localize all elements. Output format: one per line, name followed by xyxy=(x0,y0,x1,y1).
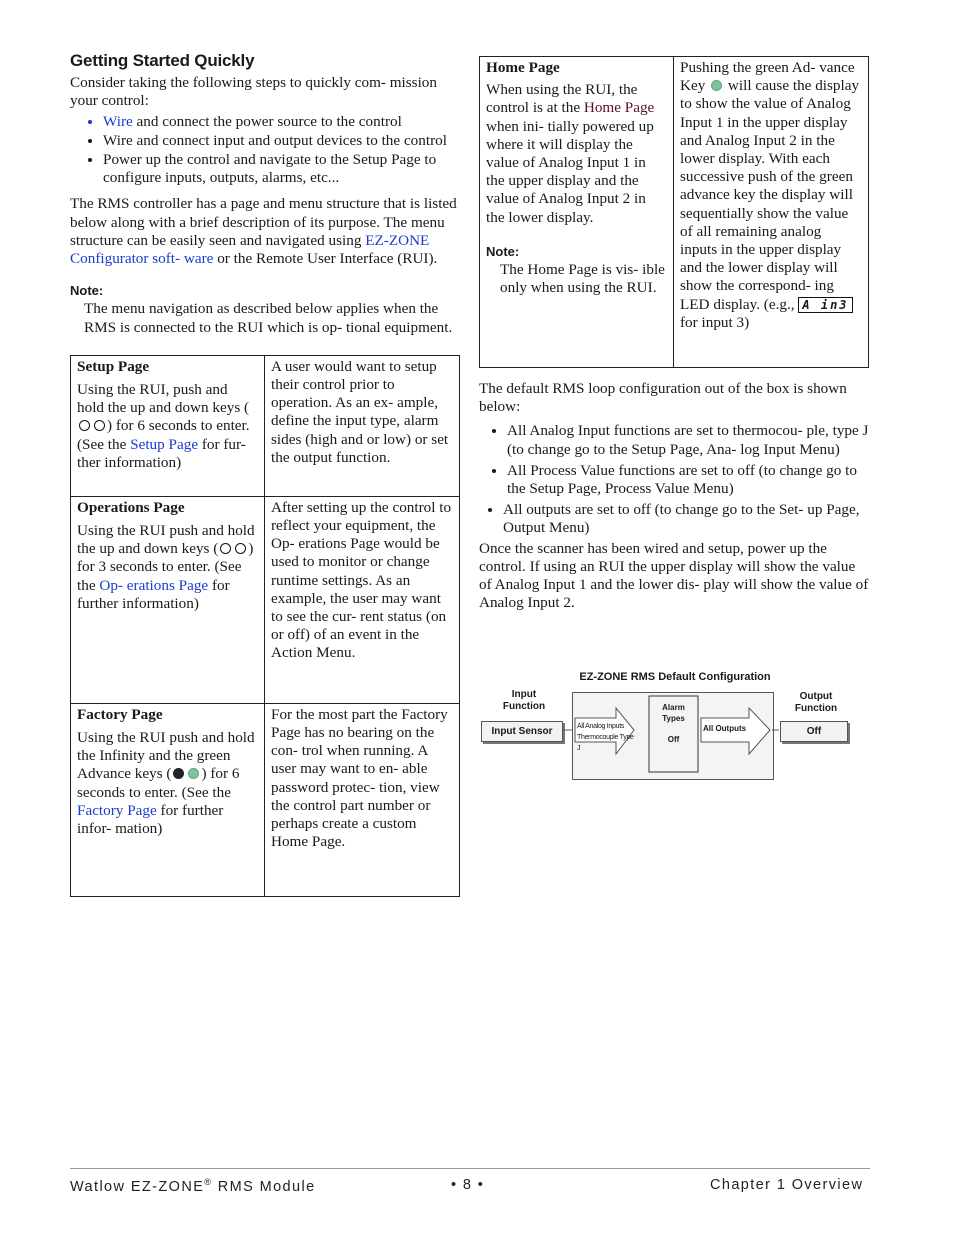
defaults-list xyxy=(479,422,871,537)
up-arrow-key-icon xyxy=(220,543,231,554)
table-row xyxy=(71,703,460,896)
home-note-heading: Note: xyxy=(486,243,520,259)
diagram-title: EZ-ZONE RMS Default Configuration xyxy=(579,671,771,683)
table-row xyxy=(71,496,460,703)
intro-text: Consider taking the following steps to quickly com- mission your control: xyxy=(70,74,437,110)
note-body: The menu navigation as described below applies when the RMS is connected to the RUI which is op- tional equipment. xyxy=(84,300,453,336)
page-number: • 8 • xyxy=(451,1177,485,1193)
analog-inputs-label: All Analog Inputs Thermocouple Type J xyxy=(577,723,634,752)
steps-list xyxy=(70,113,462,188)
footer-brand: Watlow EZ-ZONE® RMS Module xyxy=(70,1177,316,1195)
operations-page-purpose: After setting up the control to reflect your equipment, the Op- erations Page would be used to monitor or change runtime settings. As an example, the user may want to see the cur- rent status (on or off) of an event in the Action Menu. xyxy=(265,496,460,703)
green-advance-key-icon xyxy=(711,80,722,91)
left-column xyxy=(70,50,462,897)
home-page-link[interactable]: Home Page xyxy=(583,99,655,117)
factory-page-link[interactable]: Factory Page xyxy=(77,801,157,819)
structure-text: The RMS controller has a page and menu structure that is listed below along with a brief description of its purpose. The menu structure can be easily seen and navigated using EZ-ZONE Configurator soft- ware or the Remote User Interface (RUI). xyxy=(70,195,457,268)
home-note-body: The Home Page is vis- ible only when using the RUI. xyxy=(500,261,665,297)
all-outputs-label: All Outputs xyxy=(703,724,747,733)
green-advance-key-icon xyxy=(188,768,199,779)
factory-page-purpose: For the most part the Factory Page has no bearing on the con- trol when running. A user may want to en- able password protec- tion, view the control part number or perhaps create a custom Home Page. xyxy=(265,703,460,896)
default-config-intro: The default RMS loop configuration out of the box is shown below: xyxy=(479,380,847,416)
configurator-link[interactable]: EZ-ZONE Configurator soft- ware xyxy=(70,231,430,268)
factory-page-cell xyxy=(71,703,265,896)
setup-page-link[interactable]: Setup Page xyxy=(130,435,199,453)
factory-page-desc: Using the RUI push and hold the Infinity and the green Advance keys ( ) for 6 seconds to enter. (See the Factory Page for further infor- mation) xyxy=(77,729,255,838)
footer-divider xyxy=(70,1168,870,1169)
home-page-table xyxy=(479,56,869,368)
output-off-box: Off xyxy=(780,721,848,742)
alarm-types-label: Alarm Types Off xyxy=(662,703,685,744)
wired-text: Once the scanner has been wired and setup, power up the control. If using an RUI the upper display will show the value of Analog Input 1 and the lower dis- play will show the value of Analog Input 2. xyxy=(479,539,869,612)
footer-chapter: Chapter 1 Overview xyxy=(710,1177,864,1193)
lcd-display-sample: A in3 xyxy=(798,297,852,313)
operations-page-desc: Using the RUI push and hold the up and down keys ( ) for 3 seconds to enter. (See the Op- erations Page for further information) xyxy=(77,522,255,612)
setup-page-title: Setup Page xyxy=(77,357,150,375)
factory-page-title: Factory Page xyxy=(77,705,163,723)
list-item: • Wire and connect input and output devices to the control xyxy=(103,132,462,150)
down-arrow-key-icon xyxy=(94,420,105,431)
list-item: • All outputs are set to off (to change go to the Set- up Page, Output Menu) xyxy=(503,501,871,537)
output-function-label: Output Function xyxy=(794,691,838,714)
list-item: • All Process Value functions are set to off (to change go to the Setup Page, Process Value Menu) xyxy=(507,462,871,498)
infinity-key-icon xyxy=(173,768,184,779)
list-item: • All Analog Input functions are set to thermocou- ple, type J (to change go to the Setup Page, Ana- log Input Menu) xyxy=(507,422,871,458)
page-structure-table xyxy=(70,355,460,897)
down-arrow-key-icon xyxy=(235,543,246,554)
section-heading: Getting Started Quickly xyxy=(70,51,255,70)
setup-page-cell xyxy=(71,355,265,496)
operations-page-title: Operations Page xyxy=(77,498,185,516)
list-item: • Wire and connect the power source to the control xyxy=(103,113,462,131)
home-page-cell xyxy=(480,57,674,368)
list-item: • Power up the control and navigate to the Setup Page to configure inputs, outputs, alarms, etc... xyxy=(103,151,462,187)
setup-page-purpose: A user would want to setup their control prior to operation. As an ex- ample, define the input type, alarm sides (high and or low) or set the output function. xyxy=(265,355,460,496)
up-arrow-key-icon xyxy=(79,420,90,431)
input-sensor-box: Input Sensor xyxy=(481,721,563,742)
note-heading: Note: xyxy=(70,283,104,299)
right-column xyxy=(479,56,871,612)
setup-page-desc: Using the RUI, push and hold the up and down keys () for 6 seconds to enter. (See the Setup Page for fur- ther information) xyxy=(77,381,250,471)
operations-page-link[interactable]: Op- erations Page xyxy=(99,576,209,594)
home-page-title: Home Page xyxy=(486,59,560,76)
wire-link[interactable]: Wire xyxy=(103,112,133,130)
table-row xyxy=(71,355,460,496)
table-row xyxy=(480,57,869,368)
home-page-desc: When using the RUI, the control is at the Home Page when ini- tially powered up where it will display the value of Analog Input 1 in the upper display and the value of Analog Input 2 in the lower display. xyxy=(486,81,655,226)
operations-page-cell xyxy=(71,496,265,703)
advance-key-cell: Pushing the green Ad- vance Key will cause the display to show the value of Analog Input 1 in the upper display and Analog Input 2 in the lower display. With each successive push of the green advance key the display will sequentially show the value of all remaining analog inputs in the upper display and the lower display will show the correspond- ing LED display. (e.g., A in3 for input 3) xyxy=(674,57,869,368)
input-function-label: Input Function xyxy=(502,689,546,712)
default-config-diagram xyxy=(479,668,871,784)
